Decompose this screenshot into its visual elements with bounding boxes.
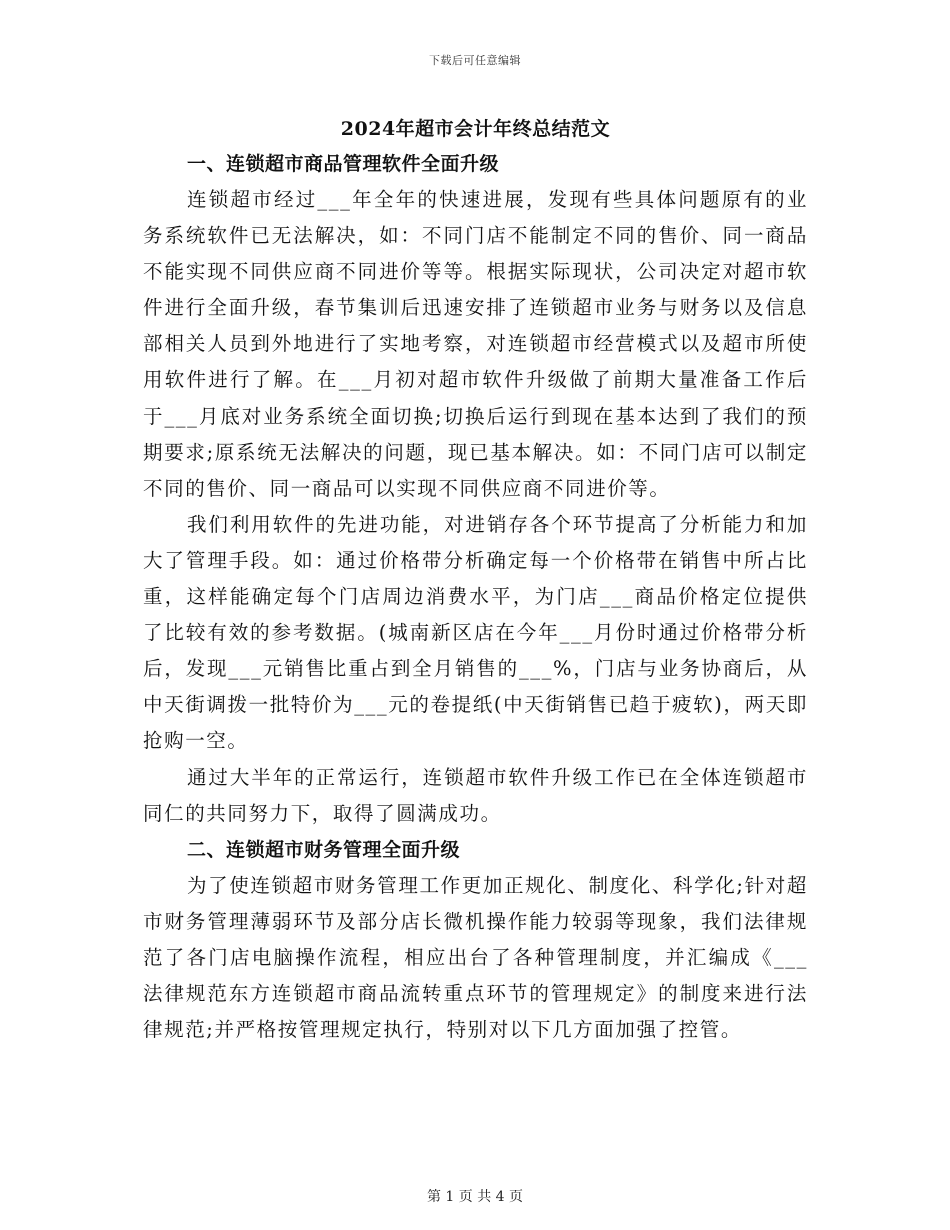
section-heading-2: 二、连锁超市财务管理全面升级 (187, 838, 461, 861)
paragraph: 我们利用软件的先进功能，对进销存各个环节提高了分析能力和加大了管理手段。如：通过价格带分析确定每一个价格带在销售中所占比重，这样能确定每个门店周边消费水平，为门店___商品价格定位提供了比较有效的参考数据。(城南新区店在今年___月份时通过价格带分析后，发现___元销售比重占到全月销售的___%，门店与业务协商后，从中天街调拨一批特价为___元的卷提纸(中天街销售已趋于疲软)，两天即抢购一空。 (143, 512, 808, 753)
page-number: 第 1 页 共 4 页 (426, 1189, 524, 1205)
document-body (143, 112, 808, 1048)
header-note: 下载后可任意编辑 (429, 54, 521, 67)
paragraph: 连锁超市经过___年全年的快速进展，发现有些具体问题原有的业务系统软件已无法解决，如：不同门店不能制定不同的售价、同一商品不能实现不同供应商不同进价等等。根据实际现状，公司决定对超市软件进行全面升级，春节集训后迅速安排了连锁超市业务与财务以及信息部相关人员到外地进行了实地考察，对连锁超市经营模式以及超市所使用软件进行了解。在___月初对超市软件升级做了前期大量准备工作后于___月底对业务系统全面切换;切换后运行到现在基本达到了我们的预期要求;原系统无法解决的问题，现已基本解决。如：不同门店可以制定不同的售价、同一商品可以实现不同供应商不同进价等。 (143, 188, 808, 500)
paragraph: 为了使连锁超市财务管理工作更加正规化、制度化、科学化;针对超市财务管理薄弱环节及部分店长微机操作能力较弱等现象，我们法律规范了各门店电脑操作流程，相应出台了各种管理制度，并汇编成《___法律规范东方连锁超市商品流转重点环节的管理规定》的制度来进行法律规范;并严格按管理规定执行，特别对以下几方面加强了控管。 (143, 873, 808, 1042)
document-title: 2024年超市会计年终总结范文 (340, 118, 611, 140)
paragraph: 通过大半年的正常运行，连锁超市软件升级工作已在全体连锁超市同仁的共同努力下，取得了圆满成功。 (143, 765, 808, 825)
section-heading-1: 一、连锁超市商品管理软件全面升级 (187, 153, 500, 175)
